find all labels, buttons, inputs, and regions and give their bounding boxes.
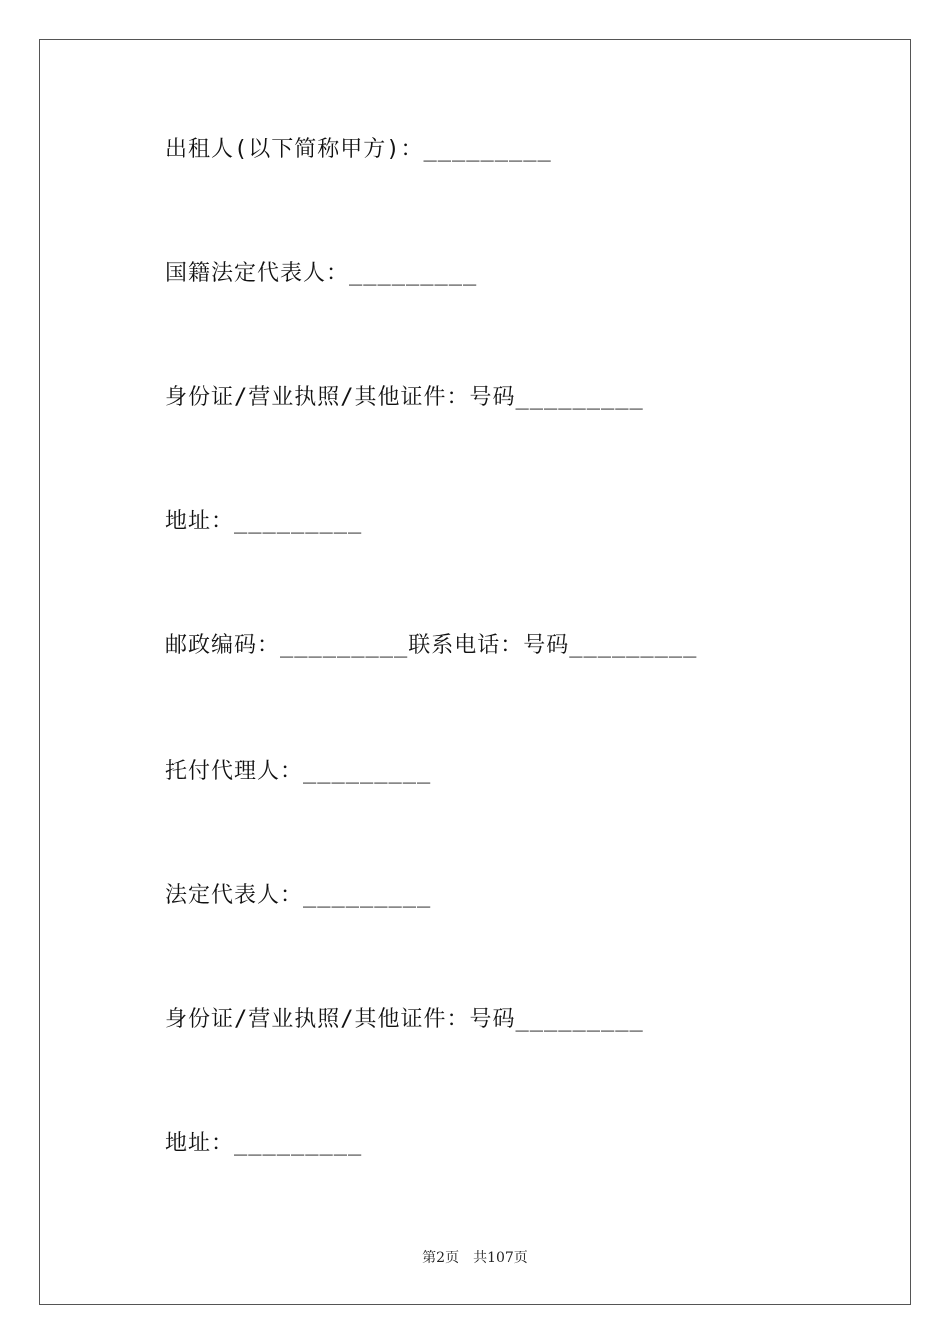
id-number-line: 身份证/营业执照/其他证件：号码_________ (165, 385, 644, 410)
lessor-line: 出租人(以下简称甲方)：_________ (165, 137, 552, 162)
id-number-line-2: 身份证/营业执照/其他证件：号码_________ (165, 1007, 644, 1032)
nationality-legal-rep-line: 国籍法定代表人：_________ (165, 261, 478, 286)
legal-rep-line: 法定代表人：_________ (165, 883, 432, 908)
page-border (39, 39, 911, 1305)
authorized-agent-line: 托付代理人：_________ (165, 759, 432, 784)
page-number: 第2页 共107页 (422, 1250, 528, 1266)
postal-phone-line: 邮政编码：_________联系电话：号码_________ (165, 633, 698, 658)
address-line-2: 地址：_________ (165, 1131, 363, 1156)
address-line: 地址：_________ (165, 509, 363, 534)
